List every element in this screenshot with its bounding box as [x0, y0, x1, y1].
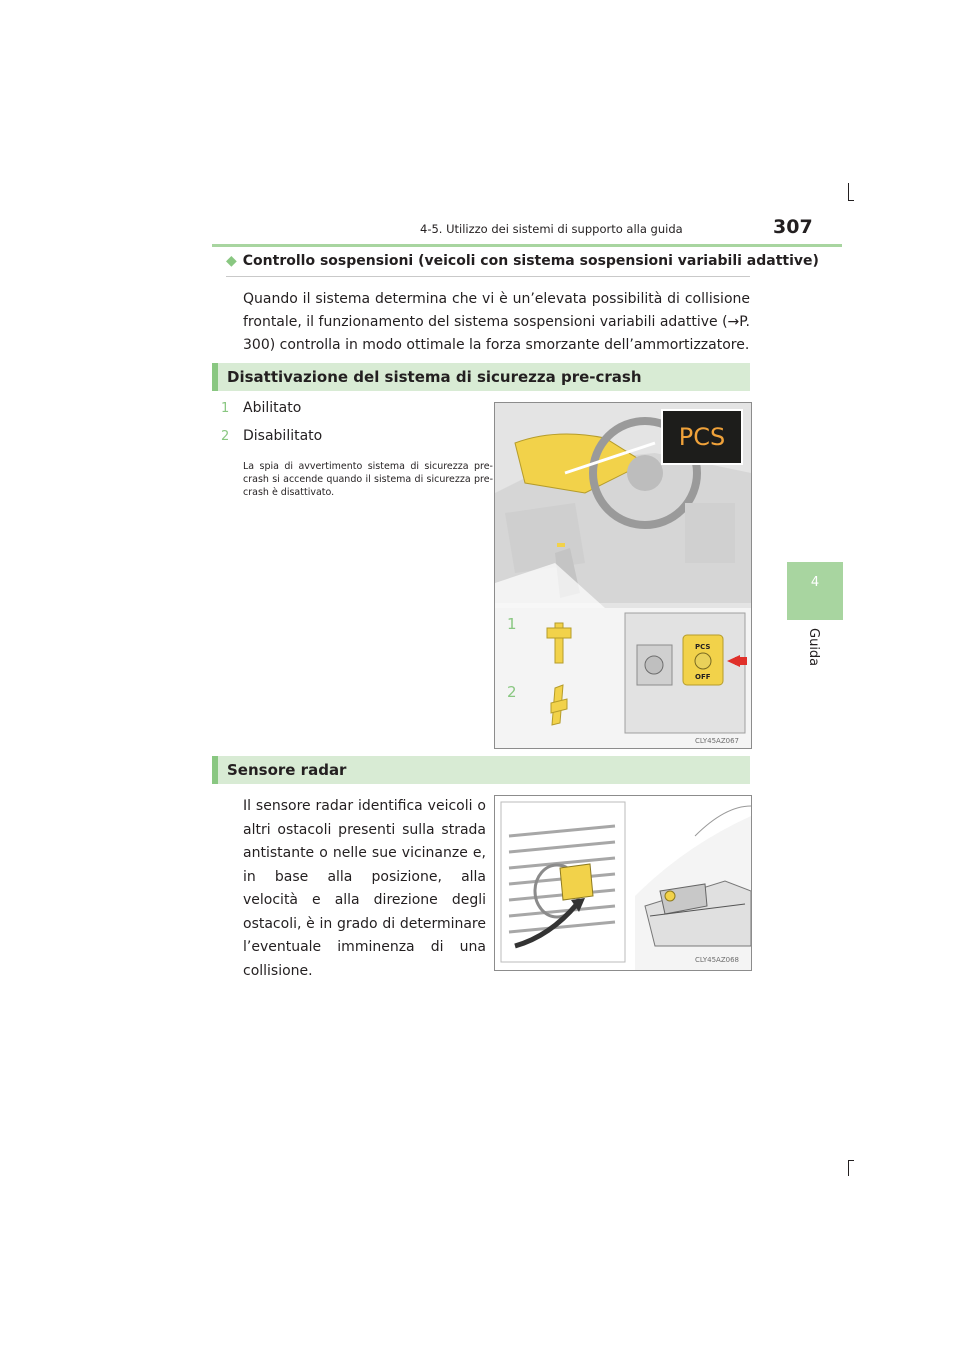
page-number: 307: [773, 216, 813, 238]
callout-1: 1: [507, 615, 517, 633]
figure-code-1: CLY45AZ067: [695, 737, 739, 745]
section-title-radar: Sensore radar: [227, 761, 347, 779]
item-label-disabled: Disabilitato: [243, 428, 323, 444]
switch-label-off: OFF: [695, 673, 711, 681]
pcs-indicator: [661, 409, 743, 465]
item-label-enabled: Abilitato: [243, 400, 302, 416]
radar-body: Il sensore radar identifica veicoli o altri ostacoli presenti sulla strada antistante o nelle sue vicinanze e, in base alla posizione, alla velocità e alla direzione degli ostacoli, è in grado di determinare l’eventuale imminenza di una collisione.: [243, 798, 486, 979]
crop-mark-top: [848, 183, 849, 201]
suspension-body: Quando il sistema determina che vi è un’elevata possibilità di collisione frontale, il funzionamento del sistema sospensioni variabili adattive (→P. 300) controlla in modo ottimale la forza smorzante dell’ammortizzatore.: [243, 291, 750, 353]
figure-radar: [494, 795, 752, 971]
section-bar-deactivation: [212, 363, 750, 391]
item-number-1: 1: [221, 401, 230, 416]
item-number-2: 2: [221, 429, 230, 444]
chapter-number: 4: [810, 575, 820, 590]
warning-note: La spia di avvertimento sistema di sicurezza pre-crash si accende quando il sistema di sicurezza pre-crash è disattivato.: [243, 461, 493, 498]
chapter-label: Guida: [806, 628, 821, 667]
header-rule: [212, 244, 842, 247]
subsection-rule: [226, 276, 750, 277]
crop-mark-bottom: [848, 1160, 849, 1176]
section-header: 4-5. Utilizzo dei sistemi di supporto alla guida: [420, 222, 683, 236]
figure-code-2: CLY45AZ068: [695, 956, 739, 964]
radar-sensor-illustration: [495, 796, 751, 970]
section-title-deactivation: Disattivazione del sistema di sicurezza pre-crash: [227, 368, 642, 386]
section-bar-radar: [212, 756, 750, 784]
diamond-icon: ◆: [226, 253, 237, 269]
figure-dashboard: [494, 402, 752, 749]
switch-label-pcs: PCS: [695, 643, 711, 651]
subsection-title-text: Controllo sospensioni (veicoli con sistema sospensioni variabili adattive): [242, 253, 819, 269]
crop-mark-bottom-h: [848, 1160, 854, 1161]
chapter-tab: [787, 562, 843, 620]
pcs-indicator-text: PCS: [678, 423, 726, 451]
subsection-title: [226, 253, 819, 269]
callout-2: 2: [507, 683, 517, 701]
crop-mark-top-h: [848, 200, 854, 201]
